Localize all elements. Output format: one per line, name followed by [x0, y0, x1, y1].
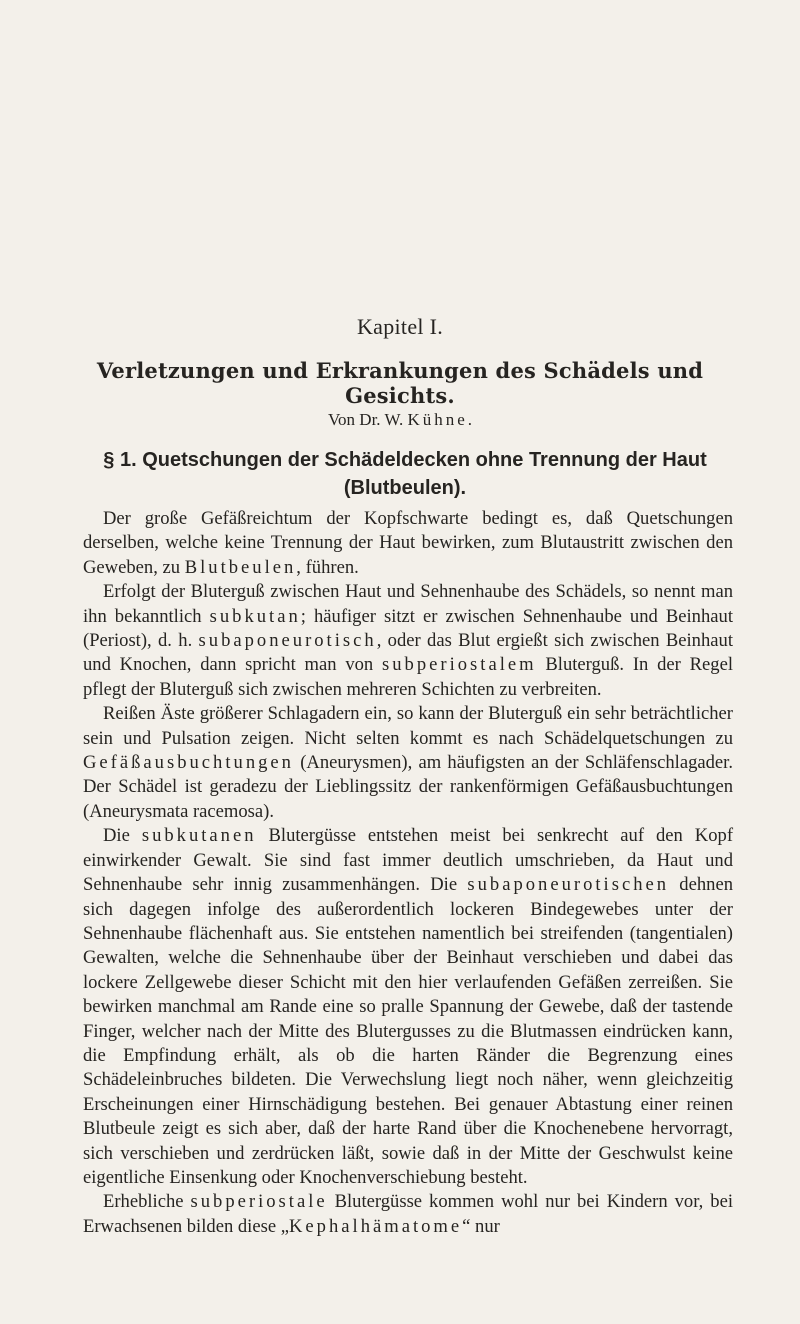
chapter-heading: Kapitel I.	[356, 314, 444, 339]
paragraph-1	[83, 507, 733, 580]
text-run: “ nur	[462, 1215, 500, 1237]
section-number: § 1.	[103, 449, 137, 471]
emphasis-term: subkutan	[209, 605, 301, 627]
emphasis-term: Kephalhämatome	[289, 1215, 463, 1237]
emphasis-term: subaponeurotisch	[198, 630, 377, 652]
text-run: dehnen sich dagegen infolge des außerordentlich lockeren Bindegewebes unter der Sehnenhaube flächenhaft aus. Sie entstehen namentlich bei streifenden (tangentialen) Gewalten, welche die Sehnenhaube über der Beinhaut verschieben und dabei das lockere Zellgewebe dieser Schicht mit den hier verlaufenden Gefäßen zerreißen. Sie bewirken manchmal am Rande eine so pralle Spannung der Gewebe, daß der tastende Finger, welcher nach der Mitte des Blutergusses zu die Blutmassen eindrücken kann, die Empfindung erhält, als ob die harten Ränder die Begrenzung eines Schädeleinbruches bildeten. Die Verwechslung liegt noch näher, wenn gleichzeitig Erscheinungen einer Hirnschädigung bestehen. Bei genauer Abtastung einer reinen Blutbeule zeigt es sich aber, daß der harte Rand über die Knochenebene hervorragt, sich verschieben und zerdrücken läßt, sowie daß in der Mitte der Geschwulst keine eigentliche Einsenkung oder Knochenverschiebung besteht.	[83, 874, 734, 1188]
text-run: Bluterguß. In der Regel pflegt der Bluterguß sich zwischen mehreren Schichten zu verbreiten.	[83, 654, 733, 700]
paragraph-3	[83, 702, 733, 824]
paragraph-5	[83, 1190, 733, 1239]
text-run: Erhebliche	[103, 1191, 191, 1213]
body-text	[83, 507, 733, 1239]
text-run: ; häufiger sitzt er zwischen Sehnenhaube und Beinhaut (Periost), d. h.	[83, 605, 733, 652]
text-run: (Aneurysmen), am häufigsten an der Schläfenschlagader. Der Schädel ist geradezu der Lieblingssitz der rankenförmigen Gefäßausbuchtungen (Aneurysmata racemosa).	[83, 752, 733, 822]
emphasis-term: subaponeurotischen	[467, 874, 670, 896]
section-title: Quetschungen der Schädeldecken ohne Trennung der Haut (Blutbeulen).	[142, 449, 707, 499]
text-run: , führen.	[296, 556, 359, 578]
author-suffix: .	[467, 410, 473, 429]
text-run: Reißen Äste größerer Schlagadern ein, so kann der Bluterguß ein sehr beträchtlicher sein und Pulsation zeigen. Nicht selten kommt es nach Schädelquetschungen zu	[83, 703, 733, 749]
text-run: Blutergüsse entstehen meist bei senkrecht auf den Kopf einwirkender Gewalt. Sie sind fast immer deutlich umschrieben, da Haut und Sehnenhaube sehr innig zusammenhängen. Die	[83, 825, 734, 896]
text-run: Erfolgt der Bluterguß zwischen Haut und Sehnenhaube des Schädels, so nennt man ihn bekanntlich	[83, 581, 733, 627]
emphasis-term: Gefäßausbuchtungen	[83, 752, 294, 774]
text-run: Der große Gefäßreichtum der Kopfschwarte bedingt es, daß Quetschungen derselben, welche keine Trennung der Haut bewirken, zum Blutaustritt zwischen den Geweben, zu	[83, 508, 733, 578]
author-name: Kühne	[407, 410, 468, 429]
emphasis-term: subperiostale	[190, 1191, 328, 1213]
paragraph-2	[83, 580, 733, 702]
text-run: Die	[103, 825, 142, 847]
author-line	[0, 410, 800, 430]
section-heading	[80, 446, 730, 502]
emphasis-term: subperiostalem	[382, 654, 537, 676]
emphasis-term: subkutanen	[141, 825, 257, 847]
author-prefix: Von Dr. W.	[327, 410, 408, 429]
emphasis-term: Blutbeulen	[184, 556, 297, 578]
text-run: , oder das Blut ergießt sich zwischen Beinhaut und Knochen, dann spricht man von	[83, 630, 733, 676]
paragraph-4	[83, 824, 733, 1190]
text-run: Blutergüsse kommen wohl nur bei Kindern vor, bei Erwachsenen bilden diese „	[83, 1191, 733, 1237]
page-title: Verletzungen und Erkrankungen des Schädels und Gesichts.	[96, 358, 704, 408]
